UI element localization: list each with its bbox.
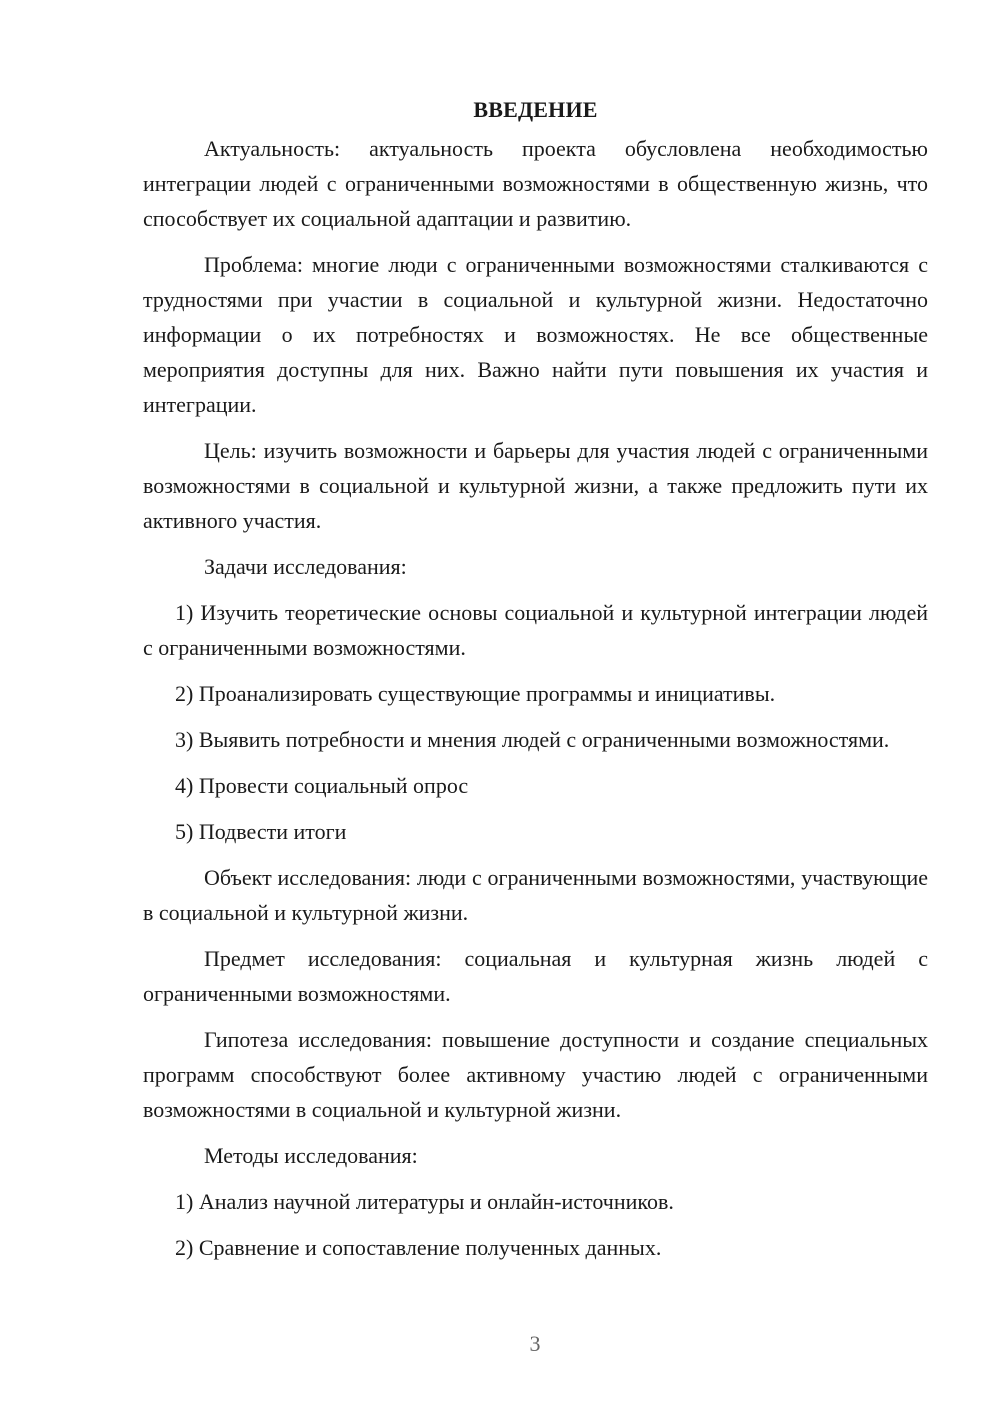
goal-paragraph: Цель: изучить возможности и барьеры для участия людей с ограниченными возможностями в социальной и культурной жизни, а также предложить пути их активного участия. xyxy=(143,438,928,533)
task-item-4: 4) Провести социальный опрос xyxy=(175,773,469,798)
research-subject-paragraph: Предмет исследования: социальная и культурная жизнь людей с ограниченными возможностями. xyxy=(143,946,928,1006)
relevance-paragraph: Актуальность: актуальность проекта обусловлена необходимостью интеграции людей с ограниченными возможностями в общественную жизнь, что способствует их социальной адаптации и развитию. xyxy=(143,136,928,231)
task-item-5: 5) Подвести итоги xyxy=(175,819,347,844)
problem-paragraph: Проблема: многие люди с ограниченными возможностями сталкиваются с трудностями при участии в социальной и культурной жизни. Недостаточно информации о их потребностях и возможностях. Не все общественные мероприятия доступны для них. Важно найти пути повышения их участия и интеграции. xyxy=(143,252,928,417)
research-object-paragraph: Объект исследования: люди с ограниченными возможностями, участвующие в социальной и культурной жизни. xyxy=(143,865,928,925)
page-content xyxy=(143,93,928,1265)
methods-heading: Методы исследования: xyxy=(204,1143,418,1168)
task-item-2: 2) Проанализировать существующие программы и инициативы. xyxy=(175,681,776,706)
page-number: 3 xyxy=(529,1331,541,1356)
method-item-1: 1) Анализ научной литературы и онлайн-источников. xyxy=(175,1189,674,1214)
tasks-heading: Задачи исследования: xyxy=(204,554,407,579)
hypothesis-paragraph: Гипотеза исследования: повышение доступности и создание специальных программ способствуют более активному участию людей с ограниченными возможностями в социальной и культурной жизни. xyxy=(143,1027,928,1122)
section-title: ВВЕДЕНИЕ xyxy=(473,97,598,122)
task-item-1: 1) Изучить теоретические основы социальной и культурной интеграции людей с ограниченными возможностями. xyxy=(143,600,928,660)
method-item-2: 2) Сравнение и сопоставление полученных данных. xyxy=(175,1235,662,1260)
task-item-3: 3) Выявить потребности и мнения людей с ограниченными возможностями. xyxy=(175,727,890,752)
